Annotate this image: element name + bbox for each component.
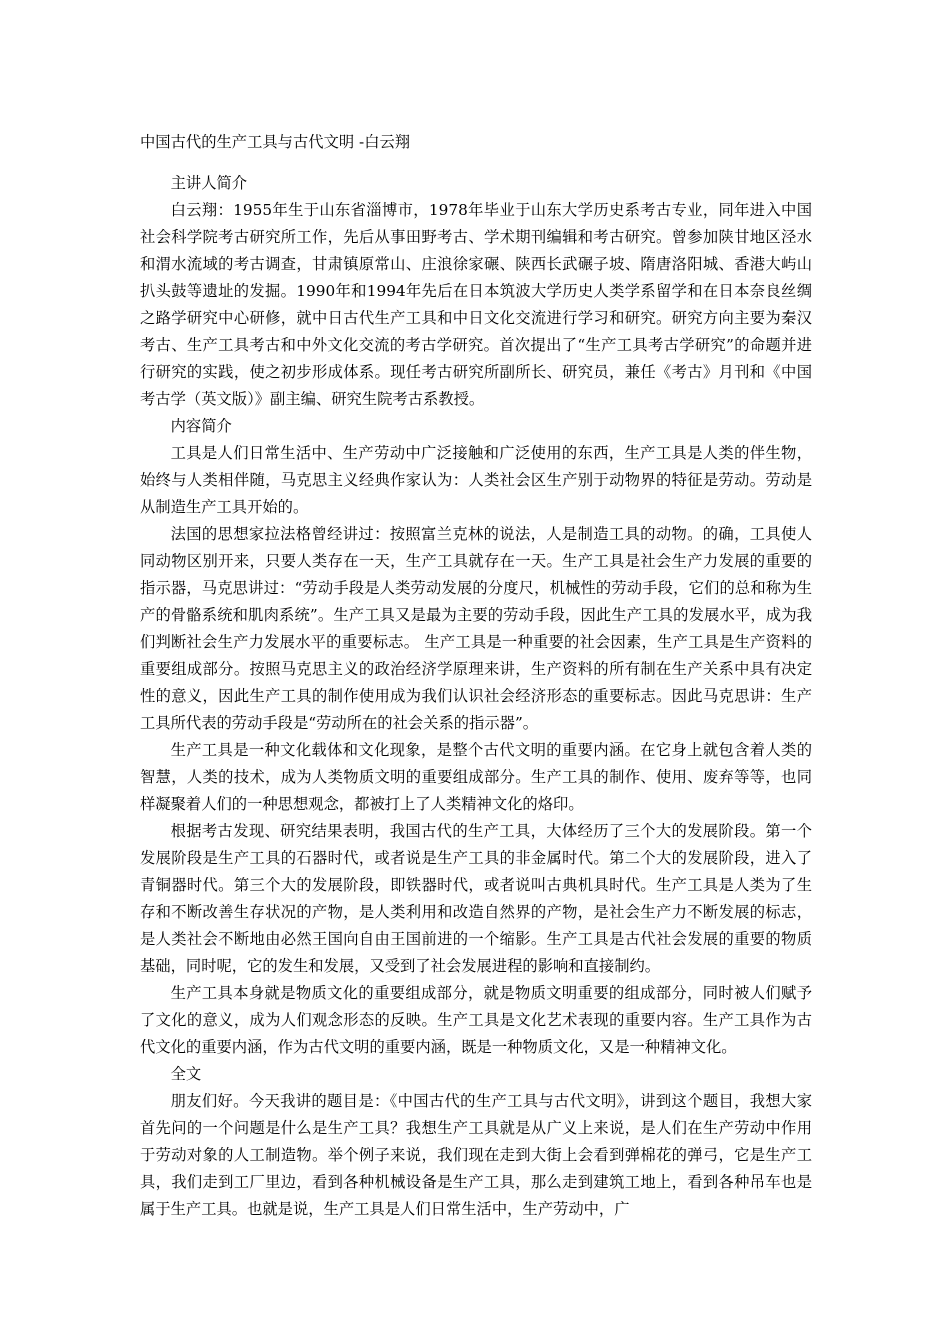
section-heading-speaker: 主讲人简介 [170, 174, 248, 192]
speaker-bio-paragraph: 白云翔：1955年生于山东省淄博市，1978年毕业于山东大学历史系考古专业，同年进入中国社会科学院考古研究所工作，先后从事田野考古、学术期刊编辑和考古研究。曾参加陕甘地区泾水和渭水流域的考古调查，甘肃镇原常山、庄浪徐家碾、陕西长武碾子坡、隋唐洛阳城、香港大屿山扒头鼓等遗址的发掘。1990年和1994年先后在日本筑波大学历史人类学系留学和在日本奈良丝绸之路学研究中心研修，就中日古代生产工具和中日文化交流进行学习和研究。研究方向主要为秦汉考古、生产工具考古和中外文化交流的考古学研究。首次提出了“生产工具考古学研究”的命题并进行研究的实践，使之初步形成体系。现任考古研究所副所长、研究员，兼任《考古》月刊和《中国考古学（英文版）》副主编、研究生院考古系教授。 [140, 201, 812, 408]
summary-paragraph-2: 法国的思想家拉法格曾经讲过：按照富兰克林的说法，人是制造工具的动物。的确，工具使人同动物区别开来，只要人类存在一天，生产工具就存在一天。生产工具是社会生产力发展的重要的指示器，马克思讲过：“劳动手段是人类劳动发展的分度尺，机械性的劳动手段，它们的总和称为生产的骨骼系统和肌肉系统”。生产工具又是最为主要的劳动手段，因此生产工具的发展水平，成为我们判断社会生产力发展水平的重要标志。 生产工具是一种重要的社会因素，生产工具是生产资料的重要组成部分。按照马克思主义的政治经济学原理来讲，生产资料的所有制在生产关系中具有决定性的意义，因此生产工具的制作使用成为我们认识社会经济形态的重要标志。因此马克思讲：生产工具所代表的劳动手段是“劳动所在的社会关系的指示器”。 [140, 525, 812, 732]
summary-paragraph-3: 生产工具是一种文化载体和文化现象，是整个古代文明的重要内涵。在它身上就包含着人类的智慧，人类的技术，成为人类物质文明的重要组成部分。生产工具的制作、使用、废弃等等，也同样凝聚着人们的一种思想观念，都被打上了人类精神文化的烙印。 [140, 741, 812, 813]
fulltext-paragraph-1: 朋友们好。今天我讲的题目是：《中国古代的生产工具与古代文明》，讲到这个题目，我想大家首先问的一个问题是什么是生产工具？我想生产工具就是从广义上来说，是人们在生产劳动中作用于劳动对象的人工制造物。举个例子来说，我们现在走到大街上会看到弹棉花的弹弓，它是生产工具，我们走到工厂里边，看到各种机械设备是生产工具，那么走到建筑工地上，看到各种吊车也是属于生产工具。也就是说，生产工具是人们日常生活中，生产劳动中，广 [140, 1092, 812, 1218]
summary-paragraph-4: 根据考古发现、研究结果表明，我国古代的生产工具，大体经历了三个大的发展阶段。第一个发展阶段是生产工具的石器时代，或者说是生产工具的非金属时代。第二个大的发展阶段，进入了青铜器时代。第三个大的发展阶段，即铁器时代，或者说叫古典机具时代。生产工具是人类为了生存和不断改善生存状况的产物，是人类利用和改造自然界的产物，是社会生产力不断发展的标志，是人类社会不断地由必然王国向自由王国前进的一个缩影。生产工具是古代社会发展的重要的物质基础，同时呢，它的发生和发展，又受到了社会发展进程的影响和直接制约。 [140, 822, 812, 975]
document-page [140, 129, 812, 1223]
document-title: 中国古代的生产工具与古代文明 -白云翔 [140, 133, 411, 151]
summary-paragraph-1: 工具是人们日常生活中、生产劳动中广泛接触和广泛使用的东西，生产工具是人类的伴生物，始终与人类相伴随，马克思主义经典作家认为：人类社会区生产别于动物界的特征是劳动。劳动是从制造生产工具开始的。 [140, 444, 812, 516]
summary-paragraph-5: 生产工具本身就是物质文化的重要组成部分，就是物质文明重要的组成部分，同时被人们赋予了文化的意义，成为人们观念形态的反映。生产工具是文化艺术表现的重要内容。生产工具作为古代文化的重要内涵，作为古代文明的重要内涵，既是一种物质文化，又是一种精神文化。 [140, 984, 812, 1056]
section-heading-summary: 内容简介 [170, 417, 232, 435]
section-heading-fulltext: 全文 [170, 1065, 202, 1083]
title-spacer [140, 156, 812, 170]
